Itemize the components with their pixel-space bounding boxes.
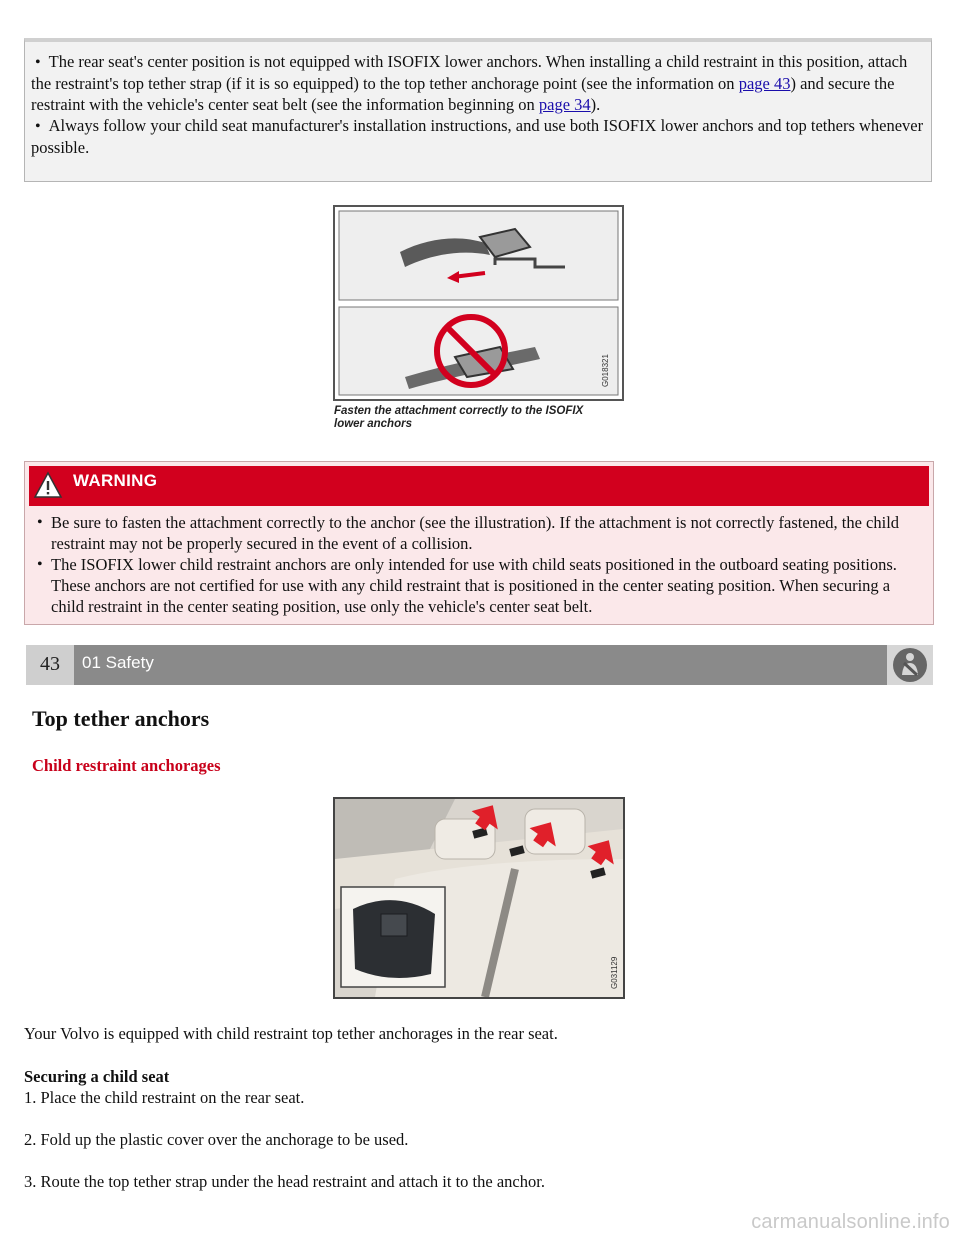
- chapter-title: 01 Safety: [82, 653, 154, 672]
- subsection-heading: Child restraint anchorages: [32, 756, 221, 775]
- warning-title: WARNING: [73, 471, 158, 490]
- warning-bullet: • The ISOFIX lower child restraint anchors are only intended for use with child seats positioned in the outboard seating positions. These anchors are not certified for use with any child restraint that is positioned in the center seating position. When securing a child restraint in the center seating position, use only the vehicle's center seat belt.: [37, 555, 897, 616]
- figure2-code: G031129: [610, 956, 619, 989]
- warning-bullet: • Be sure to fasten the attachment correctly to the anchor (see the illustration). If the attachment is not correctly fastened, the child restraint may not be properly secured in the event of a collision.: [37, 513, 900, 553]
- page-43-link[interactable]: page 43: [738, 74, 791, 93]
- isofix-illustration: [335, 207, 622, 399]
- section-heading: Top tether anchors: [32, 706, 210, 731]
- step-3: 3. Route the top tether strap under the head restraint and attach it to the anchor.: [24, 1172, 545, 1191]
- warning-box: [24, 461, 934, 625]
- page-34-link[interactable]: page 34: [538, 95, 591, 114]
- step-2: 2. Fold up the plastic cover over the anchorage to be used.: [24, 1130, 409, 1149]
- warning-header: [29, 466, 929, 506]
- page-number: 43: [26, 645, 74, 685]
- note-bullet-1: • The rear seat's center position is not equipped with ISOFIX lower anchors. When installing a child restraint in this position, attach the restraint's top tether strap (if it is so equipped) to the top tether anchorage point (see the information on page 43) and secure the restraint with the vehicle's center seat belt (see the information beginning on page 34).: [31, 52, 908, 114]
- warning-triangle-icon: [33, 470, 63, 500]
- isofix-attachment-figure: [333, 205, 624, 401]
- seatbelt-person-icon: [887, 645, 933, 685]
- rear-seat-illustration: [335, 799, 623, 997]
- intro-paragraph: Your Volvo is equipped with child restraint top tether anchorages in the rear seat.: [24, 1024, 558, 1043]
- figure1-code: G018321: [601, 354, 610, 387]
- step-1: 1. Place the child restraint on the rear seat.: [24, 1088, 305, 1107]
- warning-list: [29, 512, 925, 617]
- securing-title: Securing a child seat: [24, 1067, 170, 1086]
- note-box: [24, 38, 932, 182]
- page-header-bar: [26, 645, 933, 685]
- watermark: carmanualsonline.info: [751, 1211, 950, 1233]
- rear-seat-anchorage-figure: [333, 797, 625, 999]
- note-bullet-2: • Always follow your child seat manufacturer's installation instructions, and use both ISOFIX lower anchors and top tethers whenever possible.: [31, 116, 924, 157]
- figure1-caption: Fasten the attachment correctly to the ISOFIX lower anchors: [334, 405, 584, 430]
- chapter-icon-box: [887, 645, 933, 685]
